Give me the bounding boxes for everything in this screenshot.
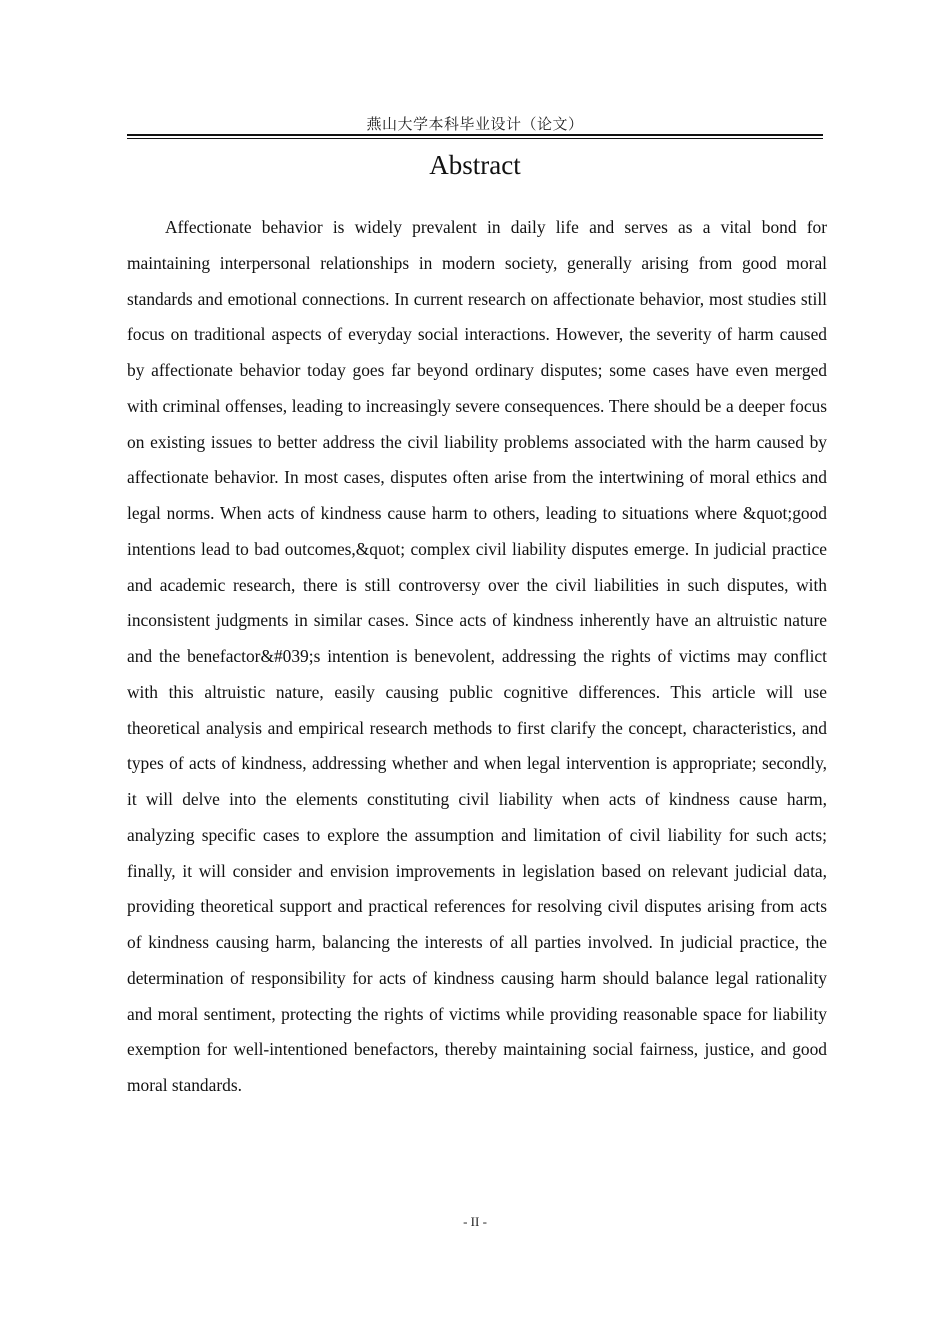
abstract-body: Affectionate behavior is widely prevalent in daily life and serves as a vital bond for maintaining interpersonal relationships in modern society, generally arising from good moral standards and emotional connections. In current research on affectionate behavior, most studies still focus on traditional aspects of everyday social interactions. However, the severity of harm caused by affectionate behavior today goes far beyond ordinary disputes; some cases have even merged with criminal offenses, leading to increasingly severe consequences. There should be a deeper focus on existing issues to better address the civil liability problems associated with the harm caused by affectionate behavior. In most cases, disputes often arise from the intertwining of moral ethics and legal norms. When acts of kindness cause harm to others, leading to situations where &quot;good intentions lead to bad outcomes,&quot; complex civil liability disputes emerge. In judicial practice and academic research, there is still controversy over the civil liabilities in such disputes, with inconsistent judgments in similar cases. Since acts of kindness inherently have an altruistic nature and the benefactor&#039;s intention is benevolent, addressing the rights of victims may conflict with this altruistic nature, easily causing public cognitive differences. This article will use theoretical analysis and empirical research methods to first clarify the concept, characteristics, and types of acts of kindness, addressing whether and when legal intervention is appropriate; secondly, it will delve into the elements constituting civil liability when acts of kindness cause harm, analyzing specific cases to explore the assumption and limitation of civil liability for such acts; finally, it will consider and envision improvements in legislation based on relevant judicial data, providing theoretical support and practical references for resolving civil disputes arising from acts of kindness causing harm, balancing the interests of all parties involved. In judicial practice, the determination of responsibility for acts of kindness causing harm should balance legal rationality and moral sentiment, protecting the rights of victims while providing reasonable space for liability exemption for well-intentioned benefactors, thereby maintaining social fairness, justice, and good moral standards. (127, 217, 827, 1095)
header-rule-thick (127, 134, 823, 136)
header-rule-thin (127, 138, 823, 139)
page-title: Abstract (429, 150, 521, 180)
running-header: 燕山大学本科毕业设计（论文） (366, 115, 584, 133)
page-number: - II - (463, 1214, 487, 1229)
